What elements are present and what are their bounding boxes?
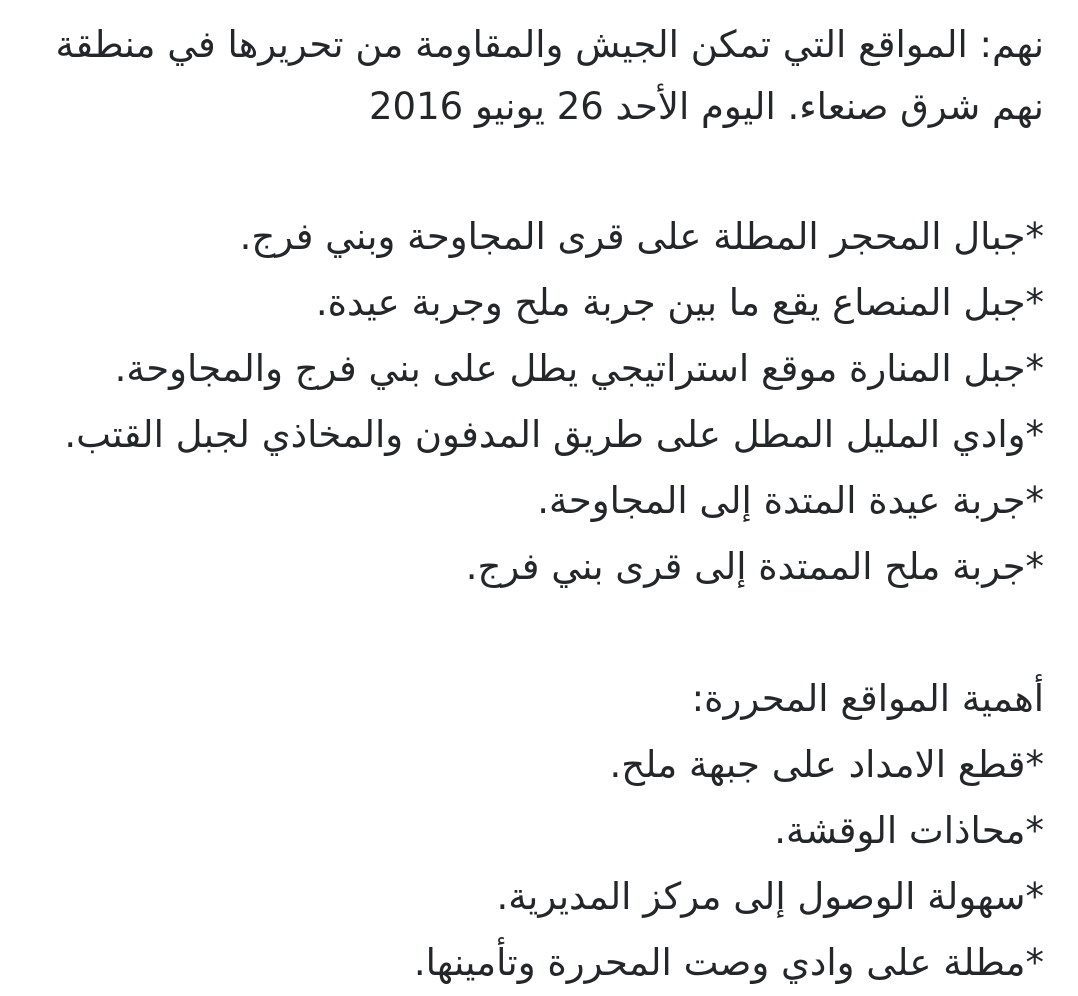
- list-item: *جبل المنارة موقع استراتيجي يطل على بني فرج والمجاوحة.: [114, 347, 1044, 390]
- list-item: *سهولة الوصول إلى مركز المديرية.: [496, 875, 1044, 918]
- list-item: *قطع الامداد على جبهة ملح.: [609, 743, 1044, 786]
- importance-title: أهمية المواقع المحررة:: [691, 677, 1044, 720]
- list-item: *محاذات الوقشة.: [774, 809, 1044, 852]
- list-item: *جربة ملح الممتدة إلى قرى بني فرج.: [465, 545, 1044, 588]
- list-item: *وادي المليل المطل على طريق المدفون والمخاذي لجبل القتب.: [64, 413, 1044, 456]
- header-line-1: نهم: المواقع التي تمكن الجيش والمقاومة من تحريرها في منطقة: [55, 23, 1044, 66]
- list-item: *جبال المحجر المطلة على قرى المجاوحة وبني فرج.: [239, 215, 1044, 258]
- list-item: *جربة عيدة المتدة إلى المجاوحة.: [537, 479, 1044, 522]
- spacer: [24, 138, 1044, 204]
- importance-list: [24, 732, 1044, 996]
- liberated-locations-list: [24, 204, 1044, 600]
- list-item: *جبل المنصاع يقع ما بين جربة ملح وجربة عيدة.: [315, 281, 1044, 324]
- header-line-2: نهم شرق صنعاء. اليوم الأحد 26 يونيو 2016: [369, 85, 1044, 128]
- spacer: [24, 600, 1044, 666]
- list-item: *مطلة على وادي وصت المحررة وتأمينها.: [413, 941, 1044, 984]
